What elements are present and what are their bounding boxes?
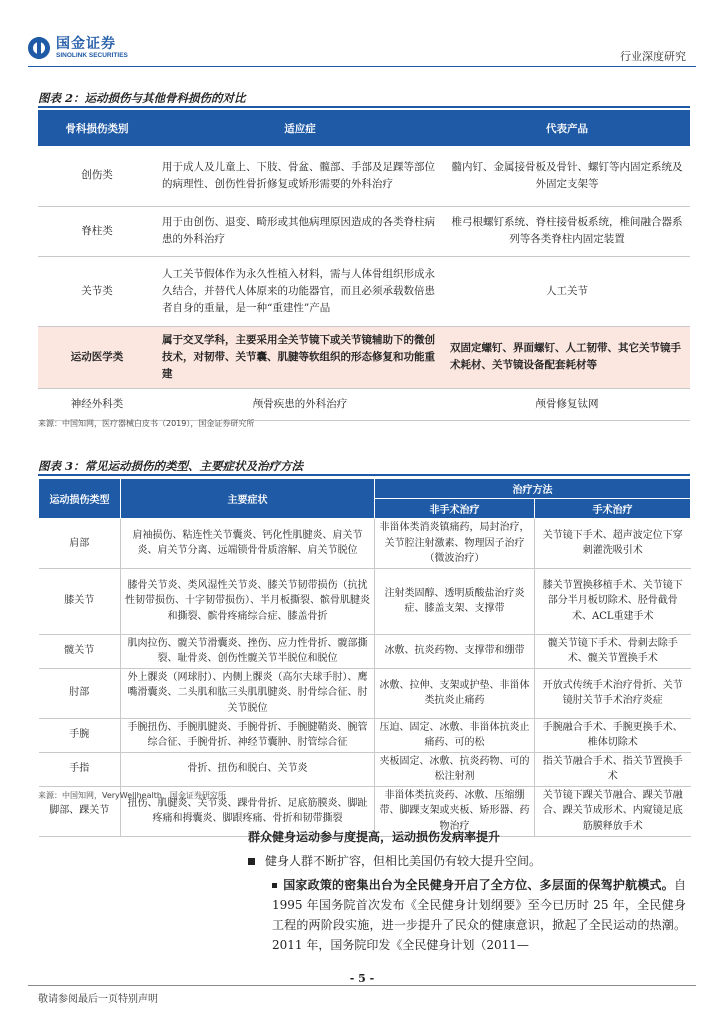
fig3-cell-surgical: 膝关节置换移植手术、关节镜下部分半月板切除术、胫骨截骨术、ACL重建手术	[535, 568, 691, 634]
table-row	[39, 568, 691, 634]
section-heading: 群众健身运动参与度提高，运动损伤发病率提升	[248, 830, 501, 844]
page-number: - 5 -	[349, 972, 375, 985]
fig3-cell-type: 髋关节	[39, 634, 121, 668]
table-row	[38, 388, 690, 420]
fig2-cell-indication: 属于交叉学科，主要采用全关节镜下或关节镜辅助下的微创技术，对韧带、关节囊、肌腱等软组织的形态修复和功能重建	[156, 326, 444, 388]
fig2-header-category: 骨科损伤类别	[38, 110, 156, 146]
square-bullet-icon	[272, 883, 277, 888]
report-type: 行业深度研究	[620, 50, 686, 63]
fig2-cell-products: 双固定螺钉、界面螺钉、人工韧带、其它关节镜手术耗材、关节镜设备配套耗材等	[444, 326, 690, 388]
fig3-source: 来源：中国知网，VeryWellhealth，国金证券研究所	[38, 791, 226, 800]
fig2-cell-indication: 用于由创伤、退变、畸形或其他病理原因造成的各类脊柱病患的外科治疗	[156, 206, 444, 256]
company-logo	[28, 37, 128, 60]
bullet-2-text: 自 1995 年国务院首次发布《全民健身计划纲要》至今已历时 25 年，全民健身工程的两阶段实施，进一步提升了民众的健康意识，掀起了全民运动的热潮。2011 年，国务院印发《全民健身计划（2011—	[272, 878, 686, 952]
footer-divider	[28, 985, 696, 986]
fig3-header-non-surgical: 非手术治疗	[375, 499, 535, 519]
fig3-cell-symptoms: 肩袖损伤、粘连性关节囊炎、钙化性肌腱炎、肩关节炎、肩关节分离、远端锁骨骨质溶解、肩关节脱位	[121, 519, 375, 569]
table-row	[39, 634, 691, 668]
bullet-1	[248, 852, 541, 869]
fig3-cell-surgical: 手腕融合手术、手腕更换手术、椎体切除术	[535, 718, 691, 752]
fig3-header-treatment: 治疗方法	[375, 479, 691, 499]
bullet-2	[272, 875, 686, 955]
fig3-cell-type: 手指	[39, 752, 121, 786]
fig2-cell-products: 颅骨修复钛网	[444, 388, 690, 420]
fig3-table	[38, 478, 691, 837]
fig3-cell-non-surgical: 非甾体类消炎镇痛药，局封治疗，关节腔注射激素、物理因子治疗（微波治疗）	[375, 519, 535, 569]
fig3-cell-non-surgical: 注射类固醇、透明质酸盐治疗炎症、膝盖支架、支撑带	[375, 568, 535, 634]
fig2-cell-products: 髓内钉、金属接骨板及骨针、螺钉等内固定系统及外固定支架等	[444, 146, 690, 206]
fig3-cell-non-surgical: 冰敷、抗炎药物、支撑带和绷带	[375, 634, 535, 668]
table-row	[39, 718, 691, 752]
fig3-cell-symptoms: 手腕扭伤、手腕肌腱炎、手腕骨折、手腕腱鞘炎、腕管综合征、手腕骨折、神经节囊肿、肘管综合征	[121, 718, 375, 752]
fig3-header-symptoms: 主要症状	[121, 479, 375, 519]
fig3-cell-non-surgical: 压迫、固定、冰敷、非甾体抗炎止痛药、可的松	[375, 718, 535, 752]
fig2-cell-category: 运动医学类	[38, 326, 156, 388]
table-row	[39, 519, 691, 569]
fig2-title: 图表 2：运动损伤与其他骨科损伤的对比	[38, 91, 246, 105]
fig2-cell-category: 创伤类	[38, 146, 156, 206]
fig3-cell-surgical: 关节镜下踝关节融合、踝关节融合、踝关节成形术、内窥镜足底筋膜释放手术	[535, 786, 691, 836]
fig3-header-surgical: 手术治疗	[535, 499, 691, 519]
fig3-rule	[38, 474, 690, 476]
table-row	[39, 752, 691, 786]
fig2-rule	[38, 106, 690, 108]
fig2-table	[38, 110, 690, 421]
table-row	[39, 668, 691, 718]
fig3-cell-type: 脚部、踝关节	[39, 786, 121, 836]
fig2-source: 来源：中国知网，医疗器械白皮书（2019），国金证券研究所	[38, 419, 255, 428]
bullet-2-lead: 国家政策的密集出台为全民健身开启了全方位、多层面的保驾护航模式。	[283, 878, 674, 892]
fig3-cell-type: 肘部	[39, 668, 121, 718]
fig3-cell-type: 膝关节	[39, 568, 121, 634]
fig3-cell-non-surgical: 非甾体类抗炎药、冰敷、压缩绷带、脚踝支架或夹板、矫形器、药物治疗	[375, 786, 535, 836]
fig3-cell-type: 肩部	[39, 519, 121, 569]
fig3-cell-symptoms: 肌肉拉伤、髋关节滑囊炎、挫伤、应力性骨折、髋部撕裂、耻骨炎、创伤性髋关节半脱位和脱位	[121, 634, 375, 668]
fig2-cell-products: 人工关节	[444, 256, 690, 326]
fig3-cell-symptoms: 骨折、扭伤和脱白、关节炎	[121, 752, 375, 786]
fig2-cell-category: 关节类	[38, 256, 156, 326]
fig3-cell-symptoms: 扭伤、肌腱炎、关节炎、踝骨骨折、足底筋膜炎、脚趾疼痛和拇囊炎、脚跟疼痛、骨折和韧带撕裂	[121, 786, 375, 836]
fig2-header-indication: 适应症	[156, 110, 444, 146]
fig3-cell-surgical: 髋关节镜下手术、骨刺去除手术、髋关节置换手术	[535, 634, 691, 668]
fig3-cell-non-surgical: 夹板固定、冰敷、抗炎药物、可的松注射剂	[375, 752, 535, 786]
fig2-cell-indication: 颅骨疾患的外科治疗	[156, 388, 444, 420]
fig2-cell-indication: 用于成人及儿童上、下肢、骨盆、髋部、手部及足踝等部位的病理性、创伤性骨折修复或矫形需要的外科治疗	[156, 146, 444, 206]
square-bullet-icon	[248, 858, 255, 865]
table-row	[38, 146, 690, 206]
fig2-cell-products: 椎弓根螺钉系统、脊柱接骨板系统，椎间融合器系列等各类脊柱内固定装置	[444, 206, 690, 256]
fig3-title: 图表 3：常见运动损伤的类型、主要症状及治疗方法	[38, 459, 304, 473]
table-row	[38, 256, 690, 326]
fig3-cell-surgical: 关节镜下手术、超声波定位下穿刺灌洗吸引术	[535, 519, 691, 569]
fig3-cell-symptoms: 膝骨关节炎、类风湿性关节炎、膝关节韧带损伤（抗扰性韧带损伤、十字韧带损伤）、半月板撕裂、髌骨肌腱炎和撕裂、髌骨疼痛综合症、膝盖骨折	[121, 568, 375, 634]
table-row	[38, 326, 690, 388]
fig3-cell-surgical: 开放式传统手术治疗骨折、关节镜肘关节手术治疗炎症	[535, 668, 691, 718]
logo-cn: 国金证券	[56, 36, 116, 52]
header-divider	[28, 66, 696, 67]
fig3-cell-type: 手腕	[39, 718, 121, 752]
fig3-cell-symptoms: 外上髁炎（网球肘）、内侧上髁炎（高尔夫球手肘）、鹰嘴滑囊炎、二头肌和肱三头肌肌腱炎、肘骨综合征、肘关节脱位	[121, 668, 375, 718]
fig2-cell-category: 神经外科类	[38, 388, 156, 420]
fig2-cell-indication: 人工关节假体作为永久性植入材料，需与人体骨组织形成永久结合，并替代人体原来的功能器官，而且必须承载数倍患者自身的重量，是一种“重建性”产品	[156, 256, 444, 326]
bullet-1-text: 健身人群不断扩容，但相比美国仍有较大提升空间。	[265, 854, 542, 868]
table-row	[38, 206, 690, 256]
logo-mark-icon	[28, 37, 50, 59]
fig3-cell-surgical: 指关节融合手术、指关节置换手术	[535, 752, 691, 786]
fig3-cell-non-surgical: 冰敷、拉伸、支架或护垫、非甾体类抗炎止痛药	[375, 668, 535, 718]
fig2-cell-category: 脊柱类	[38, 206, 156, 256]
footer-disclaimer: 敬请参阅最后一页特别声明	[38, 994, 158, 1005]
fig2-header-products: 代表产品	[444, 110, 690, 146]
fig3-header-type: 运动损伤类型	[39, 479, 121, 519]
logo-en: SINOLINK SECURITIES	[56, 52, 128, 59]
